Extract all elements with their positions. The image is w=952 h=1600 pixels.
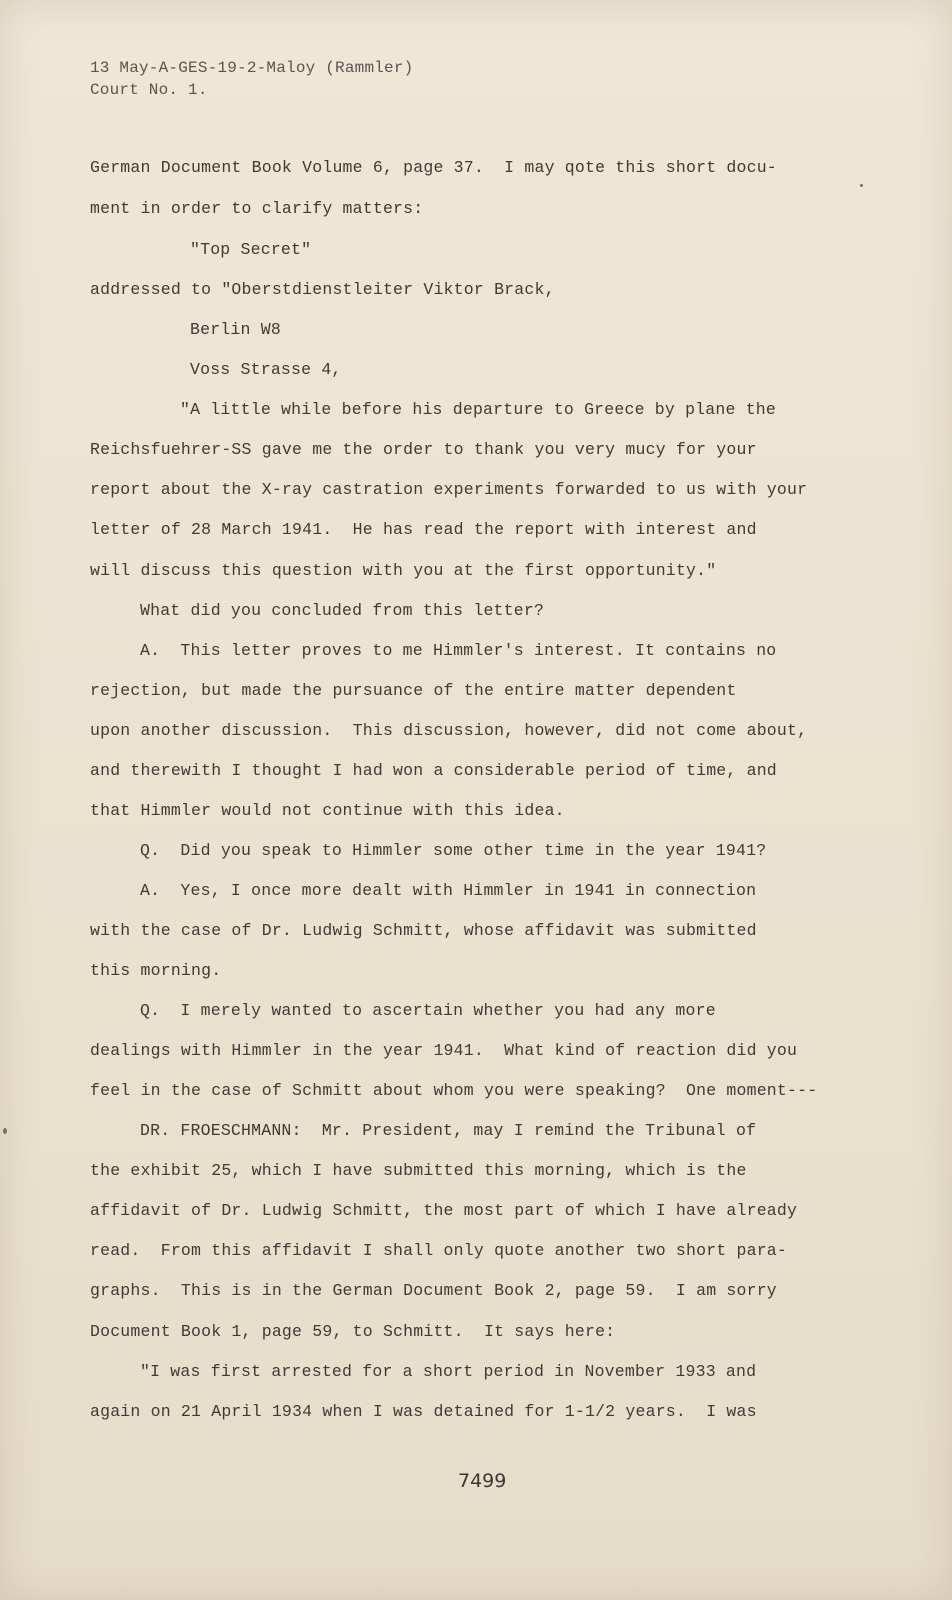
body-line: this morning. bbox=[90, 961, 222, 980]
body-line: "A little while before his departure to Greece by plane the bbox=[180, 400, 776, 419]
body-line: addressed to "Oberstdienstleiter Viktor Brack, bbox=[90, 280, 555, 299]
body-line: Q. I merely wanted to ascertain whether you had any more bbox=[140, 1001, 716, 1020]
body-line: report about the X-ray castration experiments forwarded to us with your bbox=[90, 480, 808, 499]
body-line: Berlin W8 bbox=[190, 320, 281, 339]
body-line: Voss Strasse 4, bbox=[190, 360, 342, 379]
body-line: What did you concluded from this letter? bbox=[140, 601, 545, 620]
body-line: will discuss this question with you at the first opportunity." bbox=[90, 561, 717, 580]
body-line: Document Book 1, page 59, to Schmitt. It says here: bbox=[90, 1322, 616, 1341]
body-line: DR. FROESCHMANN: Mr. President, may I remind the Tribunal of bbox=[140, 1121, 757, 1140]
body-line: read. From this affidavit I shall only quote another two short para- bbox=[90, 1241, 788, 1260]
body-line: feel in the case of Schmitt about whom you were speaking? One moment--- bbox=[90, 1081, 818, 1100]
body-line: Q. Did you speak to Himmler some other time in the year 1941? bbox=[140, 841, 767, 860]
body-line: and therewith I thought I had won a considerable period of time, and bbox=[90, 761, 777, 780]
page-number: 7499 bbox=[458, 1470, 507, 1492]
paper-speck bbox=[860, 184, 863, 187]
body-line: "Top Secret" bbox=[190, 240, 312, 259]
body-line: again on 21 April 1934 when I was detained for 1-1/2 years. I was bbox=[90, 1402, 757, 1421]
body-line: A. Yes, I once more dealt with Himmler in 1941 in connection bbox=[140, 881, 757, 900]
body-line: upon another discussion. This discussion, however, did not come about, bbox=[90, 721, 808, 740]
paper-speck bbox=[3, 1128, 7, 1134]
body-line: A. This letter proves to me Himmler's interest. It contains no bbox=[140, 641, 777, 660]
header-line-2: Court No. 1. bbox=[90, 81, 208, 99]
body-line: rejection, but made the pursuance of the entire matter dependent bbox=[90, 681, 737, 700]
body-line: the exhibit 25, which I have submitted this morning, which is the bbox=[90, 1161, 747, 1180]
body-line: that Himmler would not continue with this idea. bbox=[90, 801, 565, 820]
body-line: with the case of Dr. Ludwig Schmitt, whose affidavit was submitted bbox=[90, 921, 757, 940]
body-line: letter of 28 March 1941. He has read the report with interest and bbox=[90, 520, 757, 539]
body-line: dealings with Himmler in the year 1941. What kind of reaction did you bbox=[90, 1041, 798, 1060]
body-line: ment in order to clarify matters: bbox=[90, 199, 424, 218]
header-line-1: 13 May-A-GES-19-2-Maloy (Rammler) bbox=[90, 59, 414, 77]
body-line: Reichsfuehrer-SS gave me the order to thank you very mucy for your bbox=[90, 440, 757, 459]
body-line: graphs. This is in the German Document Book 2, page 59. I am sorry bbox=[90, 1281, 777, 1300]
body-line: affidavit of Dr. Ludwig Schmitt, the most part of which I have already bbox=[90, 1201, 798, 1220]
body-line: German Document Book Volume 6, page 37. I may qote this short docu- bbox=[90, 158, 777, 177]
body-line: "I was first arrested for a short period in November 1933 and bbox=[140, 1362, 757, 1381]
